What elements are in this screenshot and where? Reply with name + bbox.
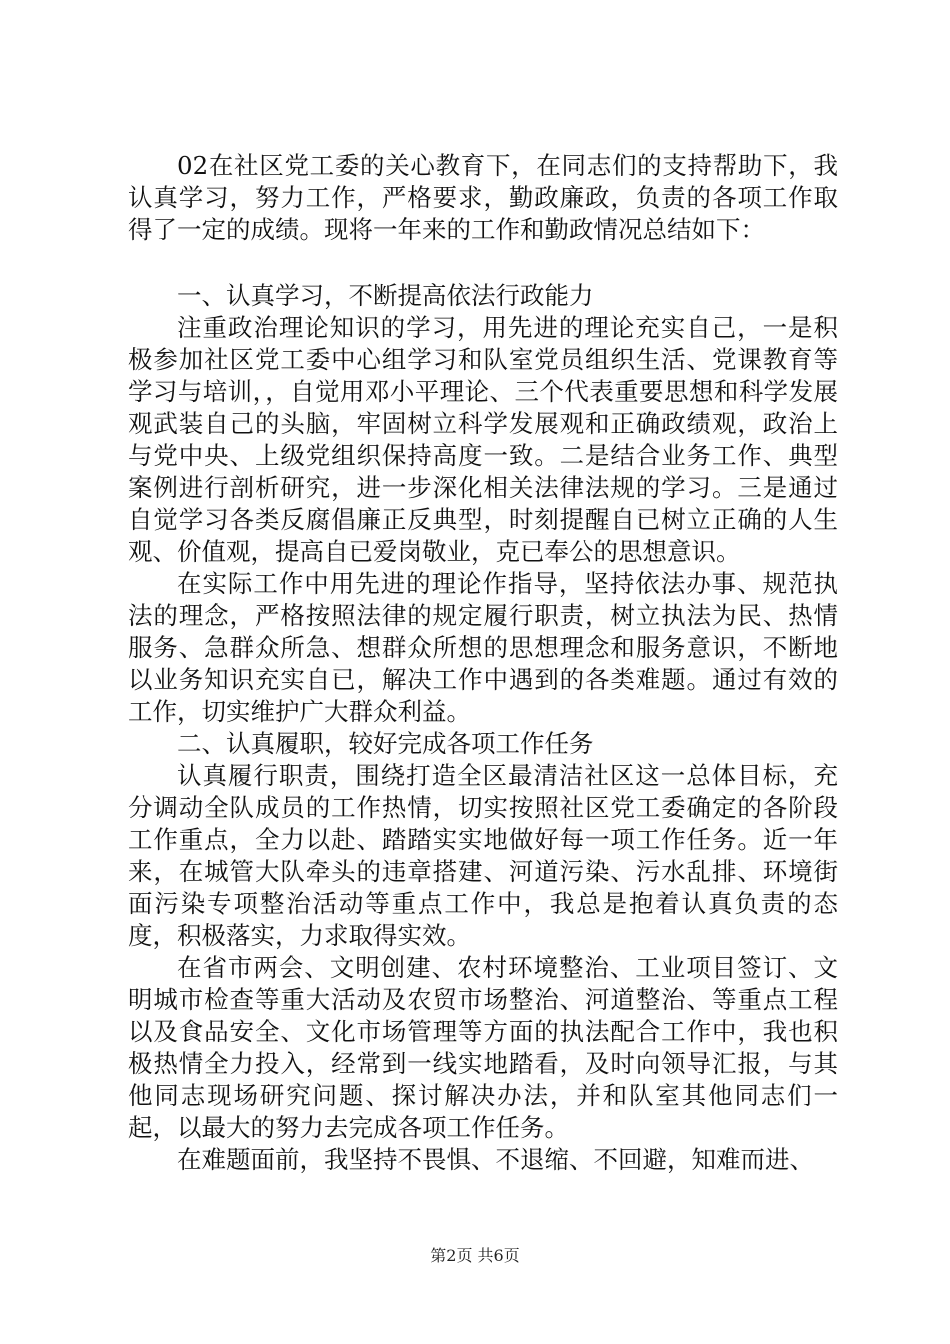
- body-paragraph: 在实际工作中用先进的理论作指导，坚持依法办事、规范执法的理念，严格按照法律的规定履行职责，树立执法为民、热情服务、急群众所急、想群众所想的思想理念和服务意识，不断地以业务知识充实自已，解决工作中遇到的各类难题。通过有效的工作，切实维护广大群众利益。: [128, 569, 838, 726]
- section-heading-2: 二、认真履职，较好完成各项工作任务: [177, 729, 594, 758]
- body-paragraph: 在省市两会、文明创建、农村环境整治、工业项目签订、文明城市检查等重大活动及农贸市场整治、河道整治、等重点工程以及食品安全、文化市场管理等方面的执法配合工作中，我也积极热情全力投入，经常到一线实地踏看，及时向领导汇报，与其他同志现场研究问题、探讨解决办法，并和队室其他同志们一起，以最大的努力去完成各项工作任务。: [128, 953, 838, 1142]
- intro-paragraph: 02在社区党工委的关心教育下，在同志们的支持帮助下，我认真学习，努力工作，严格要求，勤政廉政，负责的各项工作取得了一定的成绩。现将一年来的工作和勤政情况总结如下：: [128, 151, 838, 244]
- document-body: [128, 150, 838, 1176]
- body-paragraph: 在难题面前，我坚持不畏惧、不退缩、不回避，知难而进、: [177, 1145, 814, 1174]
- section-heading-1: 一、认真学习，不断提高依法行政能力: [177, 281, 594, 310]
- page-footer: 第2页 共6页: [430, 1246, 520, 1265]
- body-paragraph: 注重政治理论知识的学习，用先进的理论充实自己，一是积极参加社区党工委中心组学习和队室党员组织生活、党课教育等学习与培训，，自觉用邓小平理论、三个代表重要思想和科学发展观武装自己的头脑，牢固树立科学发展观和正确政绩观，政治上与党中央、上级党组织保持高度一致。二是结合业务工作、典型案例进行剖析研究，进一步深化相关法律法规的学习。三是通过自觉学习各类反腐倡廉正反典型，时刻提醒自已树立正确的人生观、价值观，提高自已爱岗敬业，克已奉公的思想意识。: [128, 313, 838, 566]
- body-paragraph: 认真履行职责，围绕打造全区最清洁社区这一总体目标，充分调动全队成员的工作热情，切实按照社区党工委确定的各阶段工作重点，全力以赴、踏踏实实地做好每一项工作任务。近一年来，在城管大队牵头的违章搭建、河道污染、污水乱排、环境街面污染专项整治活动等重点工作中，我总是抱着认真负责的态度，积极落实，力求取得实效。: [128, 761, 838, 950]
